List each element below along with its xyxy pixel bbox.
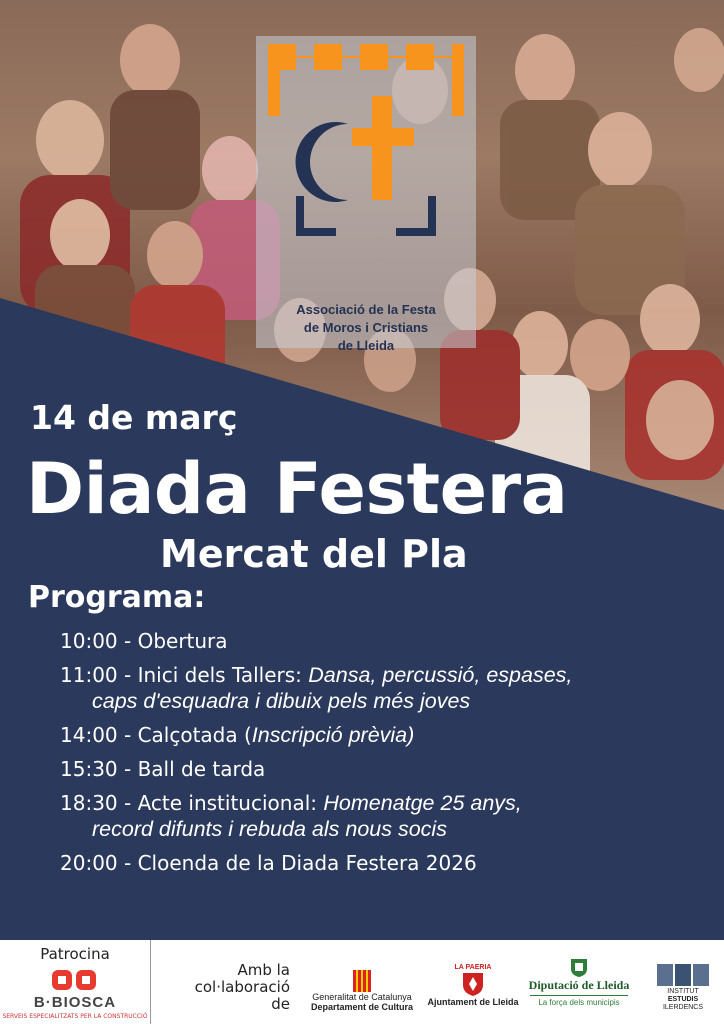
gencat-line: Departament de Cultura <box>310 1002 414 1012</box>
diputacio-tagline: La força dels municipis <box>538 998 620 1007</box>
programme-item: 11:00 - Inici dels Tallers: Dansa, percussió, espases, caps d'esquadra i dibuix pels més joves <box>60 662 700 714</box>
iel-logo <box>648 962 718 1012</box>
sponsor-label: Patrocina <box>40 945 110 963</box>
programme-list <box>60 628 700 884</box>
diputacio-divider <box>530 995 628 996</box>
programme-item: 20:00 - Cloenda de la Diada Festera 2026 <box>60 851 477 875</box>
programme-time: 20:00 <box>60 851 118 875</box>
event-venue: Mercat del Pla <box>160 532 468 576</box>
collaboration-label <box>180 962 290 1013</box>
programme-detail-cont: caps d'esquadra i dibuix pels més joves <box>92 689 471 713</box>
iel-line: ESTUDIS <box>667 996 699 1003</box>
event-date: 14 de març <box>30 398 238 437</box>
programme-item: 10:00 - Obertura <box>60 629 228 653</box>
paeria-logo <box>424 964 522 1007</box>
diputacio-crest-icon <box>570 958 588 978</box>
association-name <box>256 301 476 355</box>
programme-activity: Calçotada ( <box>137 723 252 747</box>
association-name-line: de Moros i Cristians <box>303 320 429 335</box>
collaboration-line: de <box>271 995 290 1013</box>
programme-time: 18:30 <box>60 791 118 815</box>
programme-detail: Inscripció prèvia) <box>251 723 415 747</box>
association-name-line: de Lleida <box>337 338 395 353</box>
programme-item: 14:00 - Calçotada (Inscripció prèvia) <box>60 723 415 747</box>
sponsor-name: B·BIOSCA <box>33 994 117 1011</box>
footer-divider <box>150 940 151 1024</box>
programme-activity: Acte institucional: <box>137 791 324 815</box>
programme-detail-cont: record difunts i rebuda als nous socis <box>92 817 447 841</box>
programme-activity: Inici dels Tallers: <box>137 663 309 687</box>
programme-time: 11:00 <box>60 663 118 687</box>
collaboration-line: col·laboració <box>194 978 290 996</box>
iel-line: ILERDENCS <box>662 1004 704 1011</box>
iel-line: INSTITUT <box>667 988 699 995</box>
programme-activity: Obertura <box>137 629 228 653</box>
programme-item: 15:30 - Ball de tarda <box>60 757 266 781</box>
event-title: Diada Festera <box>26 448 568 530</box>
biosca-logo-icon <box>50 968 100 992</box>
programme-time: 14:00 <box>60 723 118 747</box>
diputacio-name: Diputació de Lleida <box>528 978 630 992</box>
paeria-name: Ajuntament de Lleida <box>427 997 519 1007</box>
sponsor-tagline: SERVEIS ESPECIALITZATS PER LA CONSTRUCCIÓ <box>2 1013 148 1020</box>
programme-heading: Programa: <box>28 580 206 615</box>
senyera-icon <box>353 970 371 992</box>
programme-time: 10:00 <box>60 629 118 653</box>
sponsors-footer <box>0 940 724 1024</box>
programme-time: 15:30 <box>60 757 118 781</box>
gencat-line: Generalitat de Catalunya <box>312 992 412 1002</box>
programme-detail: Homenatge 25 anys, <box>323 791 522 815</box>
gencat-logo <box>306 970 418 1012</box>
programme-activity: Cloenda de la Diada Festera 2026 <box>137 851 477 875</box>
programme-detail: Dansa, percussió, espases, <box>308 663 573 687</box>
paeria-shield-icon <box>461 971 485 997</box>
iel-building-icon <box>655 962 711 988</box>
programme-item: 18:30 - Acte institucional: Homenatge 25 anys, record difunts i rebuda als nous socis <box>60 790 700 842</box>
association-logo <box>256 36 476 353</box>
programme-activity: Ball de tarda <box>137 757 266 781</box>
diputacio-logo <box>524 958 634 1007</box>
paeria-top: LA PAERIA <box>454 964 492 971</box>
collaboration-line: Amb la <box>237 961 290 979</box>
association-name-line: Associació de la Festa <box>296 302 436 317</box>
